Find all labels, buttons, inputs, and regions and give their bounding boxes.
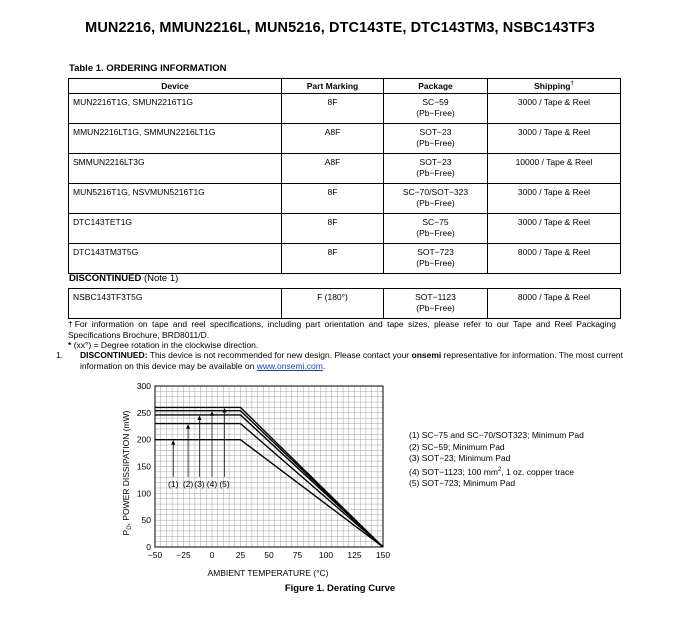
y-tick-label: 100: [136, 488, 151, 499]
marking-cell: A8F: [282, 154, 384, 184]
y-axis-label: [121, 410, 133, 535]
brand-name: onsemi: [411, 350, 442, 360]
x-tick-label: −50: [147, 550, 163, 560]
package-leadfree: (Pb−Free): [416, 167, 455, 178]
y-tick-label: 250: [136, 407, 151, 418]
curve-label: (4): [206, 478, 218, 489]
y-tick-label: 150: [136, 461, 151, 472]
header-shipping-label: Shipping: [534, 81, 571, 91]
package-name: SOT−723: [417, 247, 454, 257]
y-label-sub: D: [127, 525, 133, 530]
note-number: 1.: [56, 350, 64, 360]
legend-4-text: (4) SOT−1123; 100 mm: [409, 466, 498, 477]
y-tick-label: 200: [136, 434, 151, 445]
package-name: SC−75: [422, 217, 449, 227]
x-tick-label: 125: [347, 550, 362, 560]
device-cell: MUN2216T1G, SMUN2216T1G: [69, 94, 282, 124]
curve-label: (3): [194, 478, 205, 489]
package-leadfree: (Pb−Free): [416, 197, 455, 208]
figure-caption: Figure 1. Derating Curve: [284, 583, 396, 594]
discontinued-label: DISCONTINUED: [69, 273, 142, 284]
header-device: Device: [69, 79, 282, 94]
arrow-head: [197, 415, 201, 420]
arrow-head: [171, 440, 175, 445]
page-title: MUN2216, MMUN2216L, MUN5216, DTC143TE, DTC143TM3, NSBC143TF3: [85, 20, 595, 36]
device-cell: DTC143TM3T5G: [69, 244, 282, 274]
legend-item-2: (2) SC−59; Minimum Pad: [409, 441, 505, 452]
legend-4-rest: , 1 oz. copper trace: [501, 466, 575, 477]
y-tick-label: 300: [136, 381, 151, 391]
shipping-cell: 3000 / Tape & Reel: [488, 184, 621, 214]
legend-item-5: (5) SOT−723; Minimum Pad: [409, 478, 516, 489]
x-tick-label: −25: [176, 550, 191, 560]
device-cell: NSBC143TF3T5G: [69, 289, 282, 319]
marking-cell: 8F: [282, 184, 384, 214]
header-part-marking: Part Marking: [282, 79, 384, 94]
shipping-cell: 3000 / Tape & Reel: [488, 124, 621, 154]
chart-legend: [409, 430, 584, 490]
arrow-head: [210, 411, 214, 416]
shipping-cell: 3000 / Tape & Reel: [488, 94, 621, 124]
package-name: SOT−23: [419, 157, 452, 167]
header-package: Package: [384, 79, 488, 94]
y-label-prefix: P: [121, 529, 131, 536]
dagger-mark: †: [570, 81, 574, 88]
marking-cell: A8F: [282, 124, 384, 154]
shipping-cell: 8000 / Tape & Reel: [488, 289, 621, 319]
legend-item-3: (3) SOT−23; Minimum Pad: [409, 453, 511, 464]
table-title: Table 1. ORDERING INFORMATION: [69, 63, 227, 74]
package-leadfree: (Pb−Free): [416, 107, 455, 118]
star-text: (xx°) = Degree rotation in the clockwise direction.: [73, 340, 259, 350]
curve-label: (1): [168, 478, 179, 489]
marking-cell: 8F: [282, 244, 384, 274]
x-tick-label: 50: [264, 550, 274, 560]
package-leadfree: (Pb−Free): [416, 302, 455, 313]
x-tick-label: 0: [209, 550, 215, 560]
y-label-rest: , POWER DISSIPATION (mW): [121, 410, 131, 526]
note-bold: DISCONTINUED:: [80, 350, 148, 360]
y-tick-label: 0: [146, 542, 151, 552]
x-tick-label: 150: [375, 550, 391, 560]
discontinued-note: (Note 1): [143, 273, 179, 284]
device-cell: MMUN2216LT1G, SMMUN2216LT1G: [69, 124, 282, 154]
x-tick-label: 75: [292, 550, 303, 560]
note-text-b: representative for information. The most current information on this device may be available on: [80, 350, 624, 371]
device-cell: MUN5216T1G, NSVMUN5216T1G: [69, 184, 282, 214]
x-tick-label: 100: [318, 550, 334, 560]
star-mark: *: [68, 340, 72, 350]
device-cell: DTC143TET1G: [69, 214, 282, 244]
package-name: SC−59: [422, 97, 449, 107]
curve-label: (5): [219, 478, 230, 489]
package-leadfree: (Pb−Free): [416, 227, 455, 238]
arrow-head: [186, 424, 190, 429]
package-leadfree: (Pb−Free): [416, 137, 455, 148]
shipping-cell: 3000 / Tape & Reel: [488, 214, 621, 244]
dagger-footnote: †For information on tape and reel specifications, including part orientation and tape sizes, please refer to our Tape and Reel Packaging Specifications Brochure, BRD8011/D.: [68, 319, 616, 340]
device-cell: SMMUN2216LT3G: [69, 154, 282, 184]
shipping-cell: 10000 / Tape & Reel: [488, 154, 621, 184]
marking-cell: 8F: [282, 94, 384, 124]
package-name: SOT−1123: [415, 292, 456, 302]
y-tick-label: 50: [141, 515, 151, 526]
marking-cell: F (180°): [282, 289, 384, 319]
curve-label: (2): [182, 478, 194, 489]
package-name: SC−70/SOT−323: [402, 187, 469, 197]
note-text-a: This device is not recommended for new design. Please contact your: [149, 350, 410, 360]
onsemi-link[interactable]: www.onsemi.com: [256, 360, 323, 371]
x-tick-label: 25: [235, 550, 246, 560]
x-axis-label: AMBIENT TEMPERATURE (°C): [207, 568, 329, 578]
legend-item-4: [409, 465, 584, 478]
marking-cell: 8F: [282, 214, 384, 244]
note-end: .: [322, 360, 326, 371]
shipping-cell: 8000 / Tape & Reel: [488, 244, 621, 274]
package-name: SOT−23: [419, 127, 452, 137]
legend-item-1: (1) SC−75 and SC−70/SOT323; Minimum Pad: [409, 430, 584, 440]
package-leadfree: (Pb−Free): [416, 257, 455, 268]
legend-4-sup: 2: [497, 466, 502, 473]
